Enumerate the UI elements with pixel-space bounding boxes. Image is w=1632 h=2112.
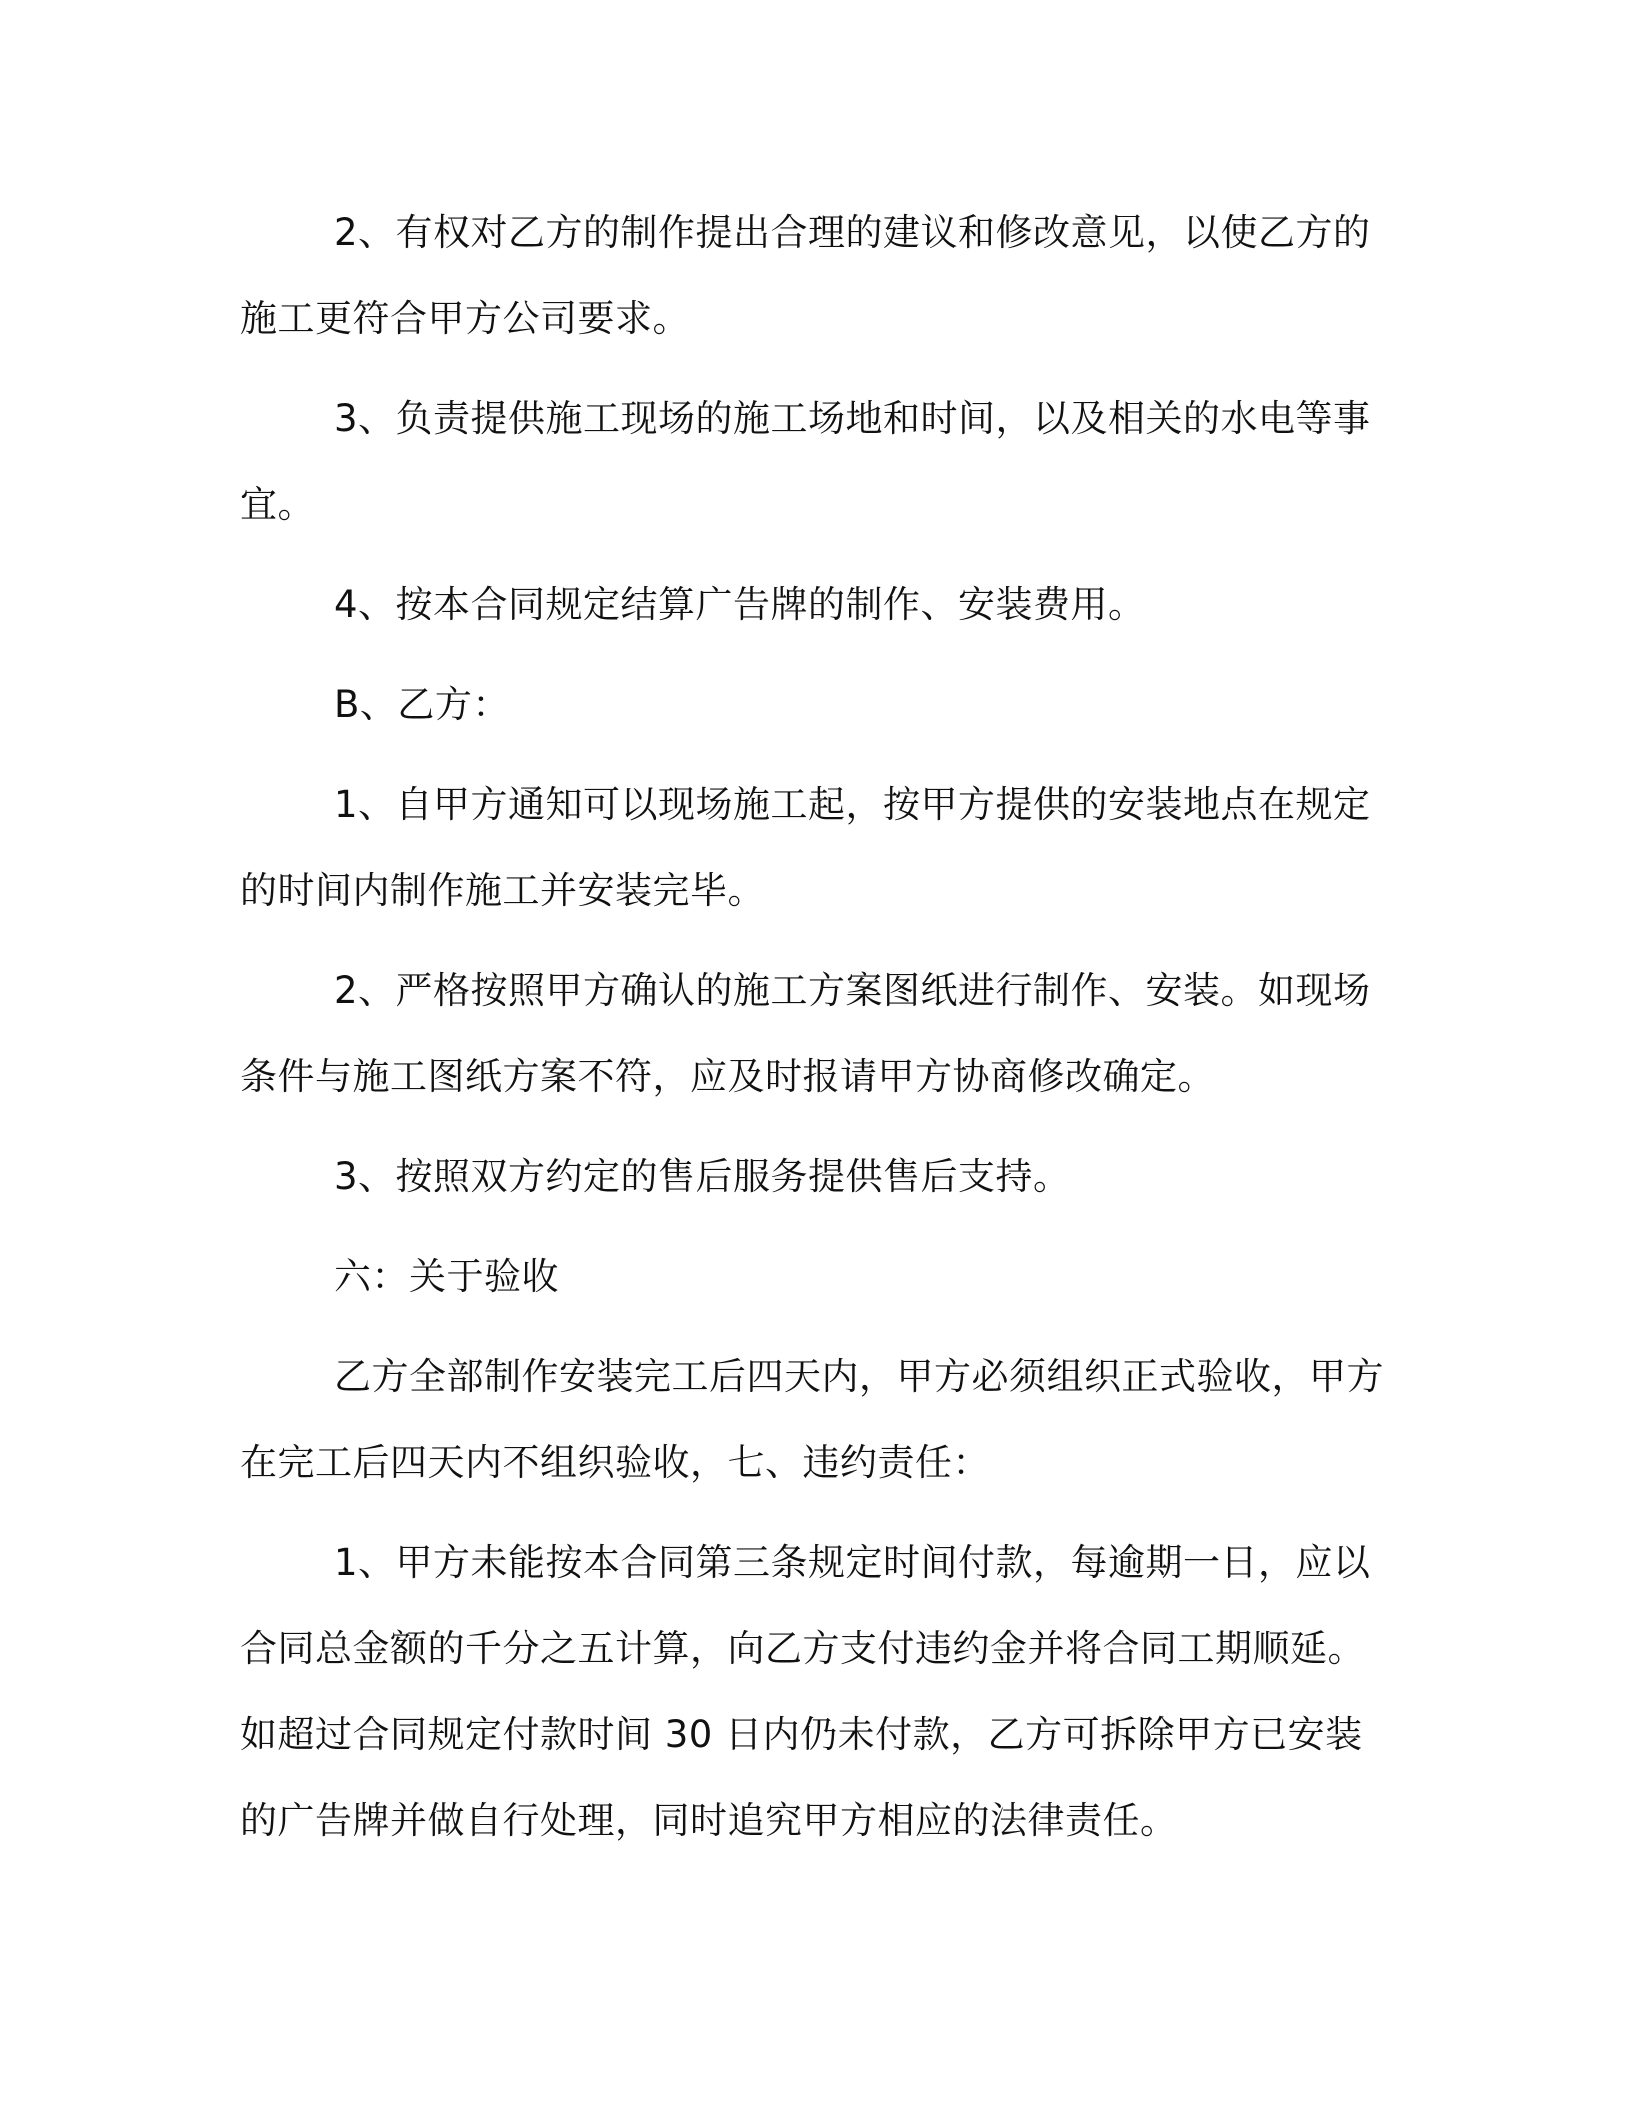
paragraph-a3: 3、负责提供施工现场的施工场地和时间，以及相关的水电等事宜。 bbox=[240, 397, 1371, 526]
paragraph-breach-1: 1、甲方未能按本合同第三条规定时间付款，每逾期一日，应以合同总金额的千分之五计算，向乙方支付违约金并将合同工期顺延。如超过合同规定付款时间 30 日内仍未付款，乙方可拆除甲方已安装的广告牌并做自行处理，同时追究甲方相应的法律责任。 bbox=[240, 1541, 1371, 1842]
paragraph-b3: 3、按照双方约定的售后服务提供售后支持。 bbox=[334, 1155, 1071, 1198]
document-page bbox=[240, 190, 1390, 1864]
section-heading-acceptance: 六：关于验收 bbox=[334, 1255, 559, 1298]
paragraph-b2: 2、严格按照甲方确认的施工方案图纸进行制作、安装。如现场条件与施工图纸方案不符，应及时报请甲方协商修改确定。 bbox=[240, 969, 1371, 1098]
paragraph-acceptance: 乙方全部制作安装完工后四天内，甲方必须组织正式验收，甲方在完工后四天内不组织验收，七、违约责任： bbox=[240, 1355, 1384, 1484]
paragraph-a2: 2、有权对乙方的制作提出合理的建议和修改意见，以使乙方的施工更符合甲方公司要求。 bbox=[240, 211, 1371, 340]
section-heading-party-b: B、乙方： bbox=[334, 683, 510, 726]
paragraph-b1: 1、自甲方通知可以现场施工起，按甲方提供的安装地点在规定的时间内制作施工并安装完毕。 bbox=[240, 783, 1371, 912]
paragraph-a4: 4、按本合同规定结算广告牌的制作、安装费用。 bbox=[334, 583, 1146, 626]
